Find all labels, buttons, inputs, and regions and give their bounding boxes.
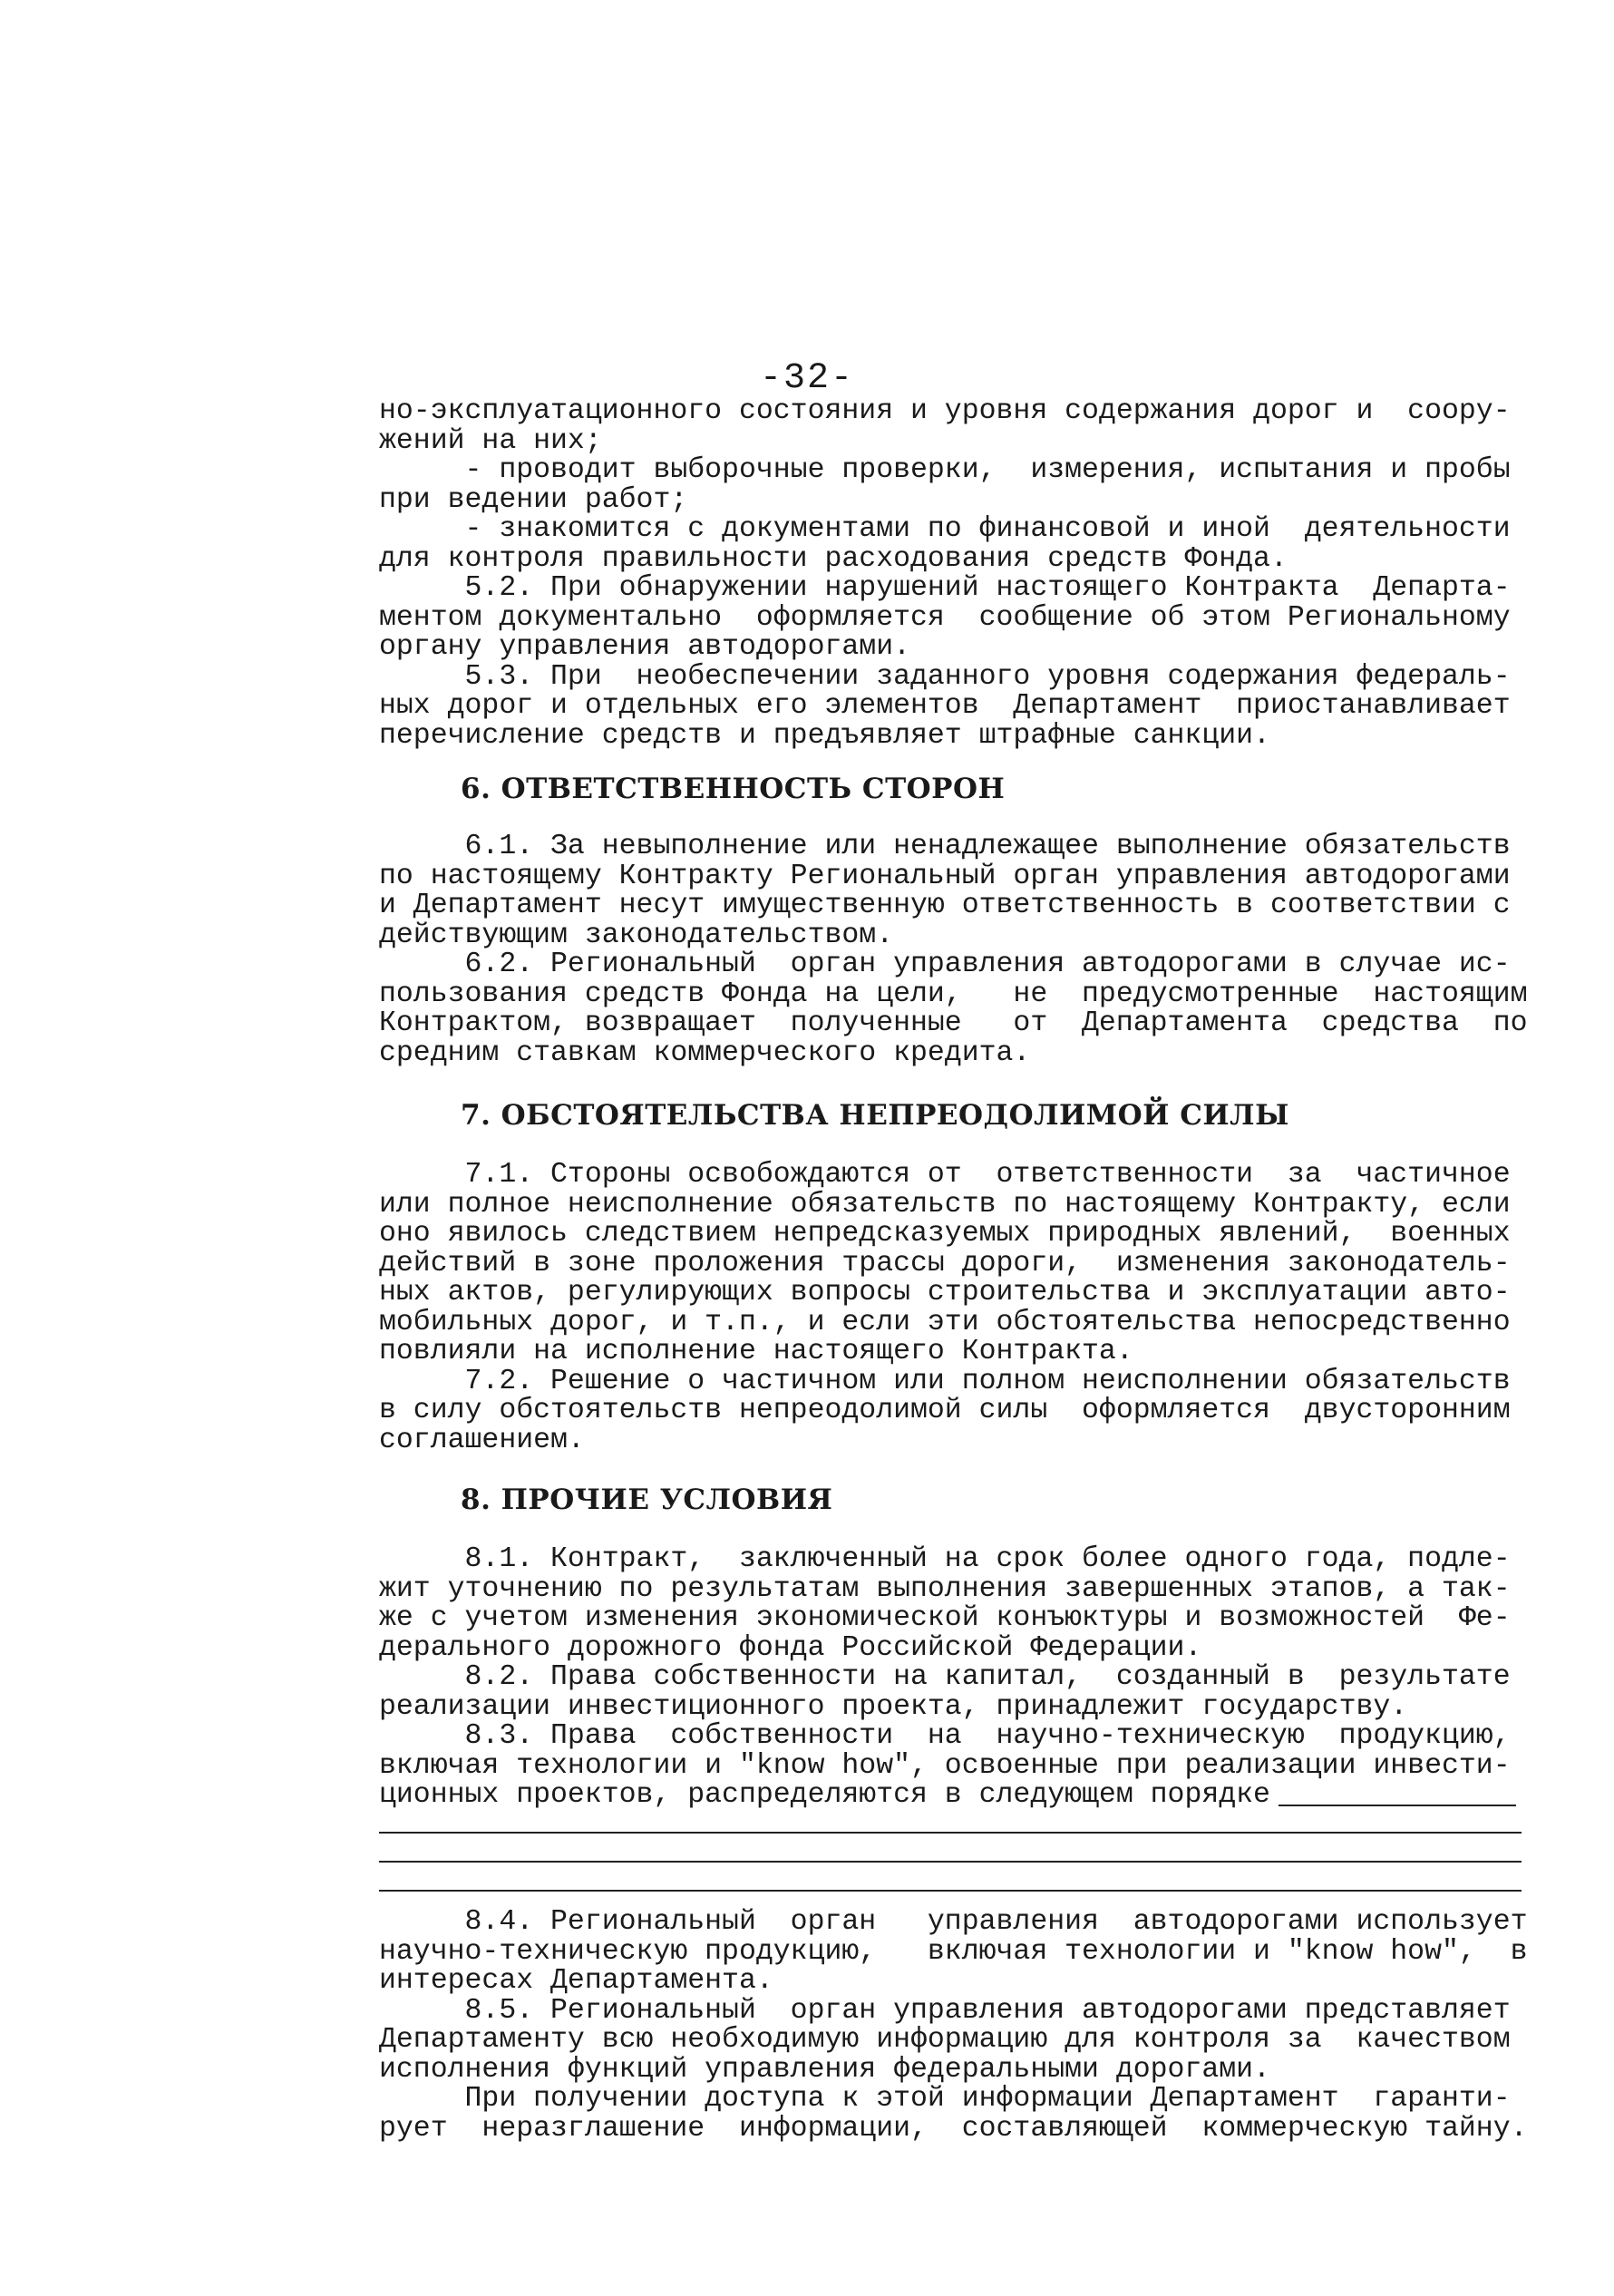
section-8-text	[379, 1545, 1523, 1811]
text-line: действий в зоне проложения трассы дороги, изменения законодатель-	[379, 1247, 1511, 1279]
fill-in-line	[379, 1890, 1522, 1892]
text-line: жений на них;	[379, 424, 602, 457]
fill-in-line	[1279, 1805, 1516, 1806]
text-line: ментом документально оформляется сообщение об этом Региональному	[379, 601, 1511, 634]
text-line: 5.2. При обнаружении нарушений настоящего Контракта Департа-	[379, 572, 1511, 604]
text-line: но-эксплуатационного состояния и уровня содержания дорог и соору-	[379, 395, 1511, 427]
text-line: - знакомится с документами по финансовой и иной деятельности	[379, 513, 1511, 545]
text-line: органу управления автодорогами.	[379, 631, 910, 663]
text-line: включая технологии и "know how", освоенные при реализации инвести-	[379, 1749, 1511, 1782]
text-line: При получении доступа к этой информации Департамент гаранти-	[379, 2083, 1511, 2115]
section-5-text	[379, 397, 1523, 751]
text-line: Контрактом, возвращает полученные от Департамента средства по	[379, 1007, 1528, 1039]
text-line: научно-техническую продукцию, включая технологии и "know how", в	[379, 1935, 1528, 1968]
text-line: ционных проектов, распределяются в следующем порядке	[379, 1779, 1270, 1811]
fill-in-line	[379, 1832, 1522, 1834]
text-line: 5.3. При необеспечении заданного уровня содержания федераль-	[379, 660, 1511, 693]
text-line: 6.1. За невыполнение или ненадлежащее выполнение обязательств	[379, 831, 1511, 862]
text-line: 8.1. Контракт, заключенный на срок более одного года, подле-	[379, 1543, 1511, 1575]
text-line: и Департамент несут имущественную ответственность в соответствии с	[379, 890, 1511, 921]
text-line: действующим законодательством.	[379, 919, 894, 951]
text-line: мобильных дорог, и т.п., и если эти обстоятельства непосредственно	[379, 1306, 1511, 1338]
text-line: 6.2. Региональный орган управления автодорогами в случае ис-	[379, 949, 1511, 980]
section-6-heading: 6. ОТВЕТСТВЕННОСТЬ СТОРОН	[461, 773, 1006, 805]
text-line: жит уточнению по результатам выполнения завершенных этапов, а так-	[379, 1572, 1511, 1605]
text-line: 8.2. Права собственности на капитал, созданный в результате	[379, 1661, 1511, 1693]
text-line: при ведении работ;	[379, 483, 688, 516]
text-line: пользования средств Фонда на цели, не предусмотренные настоящим	[379, 978, 1528, 1010]
text-line: повлияли на исполнение настоящего Контракта.	[379, 1336, 1133, 1367]
section-6-text	[379, 831, 1528, 1069]
text-line: Департаменту всю необходимую информацию для контроля за качеством	[379, 2024, 1511, 2056]
text-line: 7.1. Стороны освобождаются от ответственности за частичное	[379, 1159, 1511, 1191]
text-line: в силу обстоятельств непреодолимой силы оформляется двусторонним	[379, 1395, 1511, 1426]
text-line: или полное неисполнение обязательств по настоящему Контракту, если	[379, 1188, 1511, 1221]
section-7-text	[379, 1161, 1523, 1455]
section-7-heading: 7. ОБСТОЯТЕЛЬСТВА НЕПРЕОДОЛИМОЙ СИЛЫ	[461, 1099, 1289, 1132]
text-line: дерального дорожного фонда Российской Федерации.	[379, 1631, 1202, 1664]
page-number: -32-	[759, 358, 854, 399]
text-line: рует неразглашение информации, составляющей коммерческую тайну.	[379, 2112, 1528, 2145]
text-line: 8.5. Региональный орган управления автодорогами представляет	[379, 1994, 1511, 2027]
text-line: средним ставкам коммерческого кредита.	[379, 1036, 1031, 1069]
section-8-continued-text	[379, 1906, 1528, 2145]
section-8-heading: 8. ПРОЧИЕ УСЛОВИЯ	[461, 1484, 833, 1516]
text-line: 8.3. Права собственности на научно-техническую продукцию,	[379, 1720, 1511, 1752]
fill-in-line	[379, 1861, 1522, 1863]
text-line: соглашением.	[379, 1424, 585, 1456]
text-line: по настоящему Контракту Региональный орган управления автодорогами	[379, 860, 1511, 892]
text-line: - проводит выборочные проверки, измерения, испытания и пробы	[379, 454, 1511, 486]
text-line: ных актов, регулирующих вопросы строительства и эксплуатации авто-	[379, 1277, 1511, 1309]
text-line: исполнения функций управления федеральными дорогами.	[379, 2053, 1270, 2086]
text-line: реализации инвестиционного проекта, принадлежит государству.	[379, 1690, 1408, 1723]
text-line: ных дорог и отдельных его элементов Департамент приостанавливает	[379, 690, 1511, 722]
text-line: же с учетом изменения экономической конъюктуры и возможностей Фе-	[379, 1602, 1511, 1634]
text-line: оно явилось следствием непредсказуемых природных явлений, военных	[379, 1218, 1511, 1250]
text-line: для контроля правильности расходования средств Фонда.	[379, 542, 1288, 575]
text-line: 7.2. Решение о частичном или полном неисполнении обязательств	[379, 1365, 1511, 1397]
text-line: 8.4. Региональный орган управления автодорогами использует	[379, 1906, 1528, 1938]
text-line: интересах Департамента.	[379, 1965, 773, 1997]
text-line: перечисление средств и предъявляет штрафные санкции.	[379, 719, 1270, 752]
